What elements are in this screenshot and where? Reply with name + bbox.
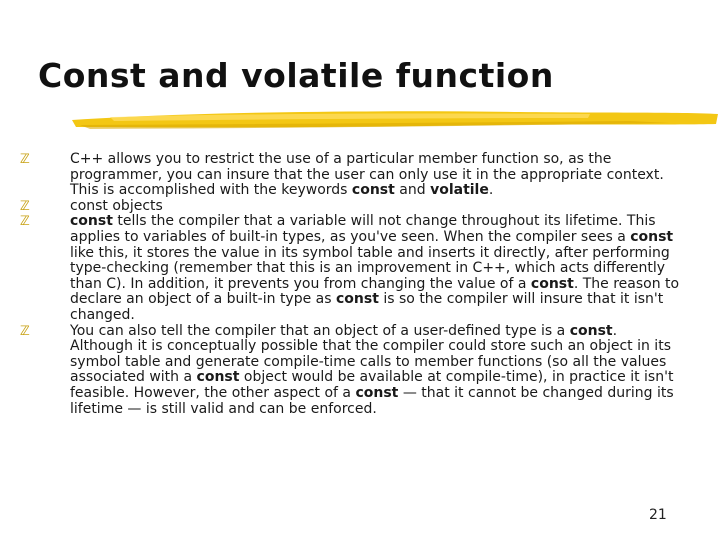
z-bullet-icon: ℤ — [20, 323, 30, 339]
bullet-text: const objects — [70, 197, 163, 214]
slide-title: Const and volatile function — [38, 56, 554, 95]
z-bullet-icon: ℤ — [20, 198, 30, 214]
keyword-volatile: volatile — [430, 182, 489, 199]
keyword-const: const — [351, 182, 395, 199]
bullet-item — [20, 199, 680, 215]
z-bullet-icon: ℤ — [20, 214, 30, 230]
keyword-const: const — [530, 275, 574, 292]
bullet-text: . Although it is conceptually possible that the compiler could store such an object in its symbol table and generate compile-time calls to member functions (so all the values associated with a — [70, 322, 671, 386]
bullet-text: . — [488, 182, 494, 199]
keyword-const: const — [70, 213, 113, 230]
keyword-const: const — [336, 291, 379, 308]
bullet-text: like this, it stores the value in its symbol table and inserts it directly, after performing type-checking (remember that this is an improvement in C++, which acts differently than C). In addition, it prevents you from changing the value of a — [70, 244, 670, 292]
bullet-text: is so the compiler will insure that it isn't changed. — [70, 291, 664, 323]
page-number: 21 — [649, 507, 667, 523]
keyword-const: const — [630, 228, 674, 245]
bullet-text: object would be available at compile-time), in practice it isn't feasible. However, the other aspect of a — [70, 369, 674, 401]
z-bullet-icon: ℤ — [20, 152, 30, 167]
bullet-text: You can also tell the compiler that an object of a user-defined type is a — [70, 322, 570, 339]
title-underline-brushstroke — [70, 104, 720, 134]
bullet-item — [20, 214, 680, 323]
bullet-list — [20, 152, 680, 417]
bullet-item — [20, 324, 680, 418]
bullet-text: tells the compiler that a variable will not change throughout its lifetime. This applies to variables of built-in types, as you've seen. When the compiler sees a — [70, 213, 656, 245]
bullet-text: . The reason to declare an object of a built-in type as — [70, 275, 680, 308]
bullet-item — [20, 152, 680, 199]
bullet-text: C++ allows you to restrict the use of a particular member function so, as the programmer, you can insure that the user can only use it in the appropriate context. This is accomplished with the keywords — [70, 151, 664, 199]
bullet-text: and — [394, 182, 431, 199]
keyword-const: const — [355, 384, 399, 401]
bullet-text: — that it cannot be changed during its lifetime — is still valid and can be enforced. — [70, 384, 674, 417]
keyword-const: const — [196, 369, 240, 386]
keyword-const: const — [569, 322, 613, 339]
